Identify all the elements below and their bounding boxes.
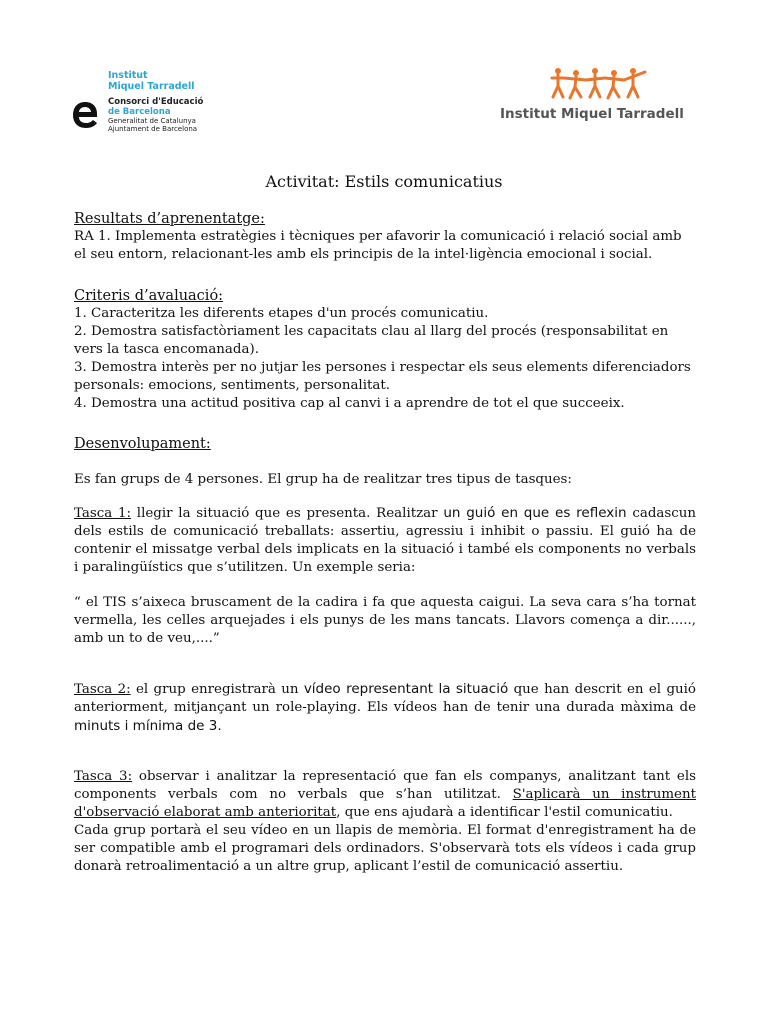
e-logo-icon xyxy=(72,100,98,130)
criteri-item: 2. Demostra satisfactòriament les capacitats clau al llarg del procés (responsabilitat en vers la tasca encomanada). xyxy=(74,324,669,357)
desenvolupament-heading: Desenvolupament: xyxy=(74,436,211,452)
resultats-heading: Resultats d’aprenentatge: xyxy=(74,211,265,227)
tasca1-paragraph xyxy=(74,504,696,577)
consorci-text xyxy=(108,98,203,133)
criteri-item: 3. Demostra interès per no jutjar les persones i respectar els seus elements diferenciadors personals: emocions, sentiments, personalitat. xyxy=(74,360,691,393)
resultats-text: RA 1. Implementa estratègies i tècniques per afavorir la comunicació i relació social amb el seu entorn, relacionant-les amb els principis de la intel·ligència emocional i social. xyxy=(74,229,682,262)
tasca3-label: Tasca 3: xyxy=(74,769,133,784)
criteri-item: 1. Caracteritza les diferents etapes d'un procés comunicatiu. xyxy=(74,306,489,321)
tasca1-label: Tasca 1: xyxy=(74,506,132,521)
tasca3-text-a: observar i analitzar la representació que fan els companys, analitzant tant els components verbals com no verbals que s’han utilitzat. xyxy=(74,769,696,802)
tasca3-text-b: , que ens ajudarà a identificar l'estil comunicatiu. xyxy=(336,805,673,820)
institut-logo xyxy=(500,66,700,126)
tasca1-example: “ el TIS s’aixeca bruscament de la cadira i fa que aquesta caigui. La seva cara s’ha tornat vermella, les celles arquejades i els punys de les mans tancats. Llavors comença a dir......, amb un to de veu,....” xyxy=(74,595,696,646)
example-paragraph xyxy=(74,594,696,648)
tasca2-text-b: que han descrit en el guió anteriorment, mitjançant un role-playing. Els vídeos han de tenir una durada màxima de xyxy=(74,682,696,715)
consorci-line3: Generalitat de Catalunya xyxy=(108,117,196,125)
consorci-line1: Consorci d'Educació xyxy=(108,97,204,107)
dancing-figures-icon xyxy=(550,66,650,100)
tasca3-paragraph xyxy=(74,768,696,876)
consorci-line4: Ajuntament de Barcelona xyxy=(108,125,198,133)
tasca2-paragraph xyxy=(74,680,696,736)
consorci-logo xyxy=(72,70,232,140)
tasca2-highlight: vídeo representant la situació xyxy=(303,681,509,697)
tasca1-highlight: un guió en que es reflexin xyxy=(443,505,627,521)
criteris-section xyxy=(74,287,696,413)
consorci-line2: de Barcelona xyxy=(108,106,171,117)
desenvolupament-section xyxy=(74,435,696,453)
tasca2-text-a: el grup enregistrarà un xyxy=(130,682,304,697)
tasca3-text xyxy=(74,768,696,822)
institut-logo-text: Institut Miquel Tarradell xyxy=(500,106,684,122)
tasca3-underlined: S'aplicarà un instrument d'observació elaborat amb anterioritat xyxy=(74,787,696,820)
tasca1-text-a: llegir la situació que es presenta. Realitzar xyxy=(131,506,444,521)
institute-line1: Institut xyxy=(108,70,148,81)
institute-logo-text xyxy=(108,70,194,92)
intro-text: Es fan grups de 4 persones. El grup ha de realitzar tres tipus de tasques: xyxy=(74,472,572,487)
tasca2-label: Tasca 2: xyxy=(74,682,131,697)
tasca2-bold-end: minuts i mínima de 3. xyxy=(74,718,222,734)
tasca3-text-c: Cada grup portarà el seu vídeo en un llapis de memòria. El format d'enregistrament ha de ser compatible amb el programari dels ordinadors. S'observarà tots els vídeos i cada grup donarà retroalimentació a un altre grup, aplicant l’estil de comunicació assertiu. xyxy=(74,823,696,874)
intro-paragraph xyxy=(74,471,696,489)
tasca1-text xyxy=(74,504,696,577)
institute-line2: Miquel Tarradell xyxy=(108,81,195,92)
criteris-heading: Criteris d’avaluació: xyxy=(74,288,224,304)
page-title: Activitat: Estils comunicatius xyxy=(265,172,503,191)
resultats-section xyxy=(74,210,696,264)
tasca2-text xyxy=(74,680,696,736)
criteri-item: 4. Demostra una actitud positiva cap al canvi i a aprendre de tot el que succeeix. xyxy=(74,396,625,411)
tasca1-text-b: cadascun dels estils de comunicació treballats: assertiu, agressiu i inhibit o passiu. El guió ha de contenir el missatge verbal dels implicats en la situació i també els components no verbals i paralingüístics que s’utilitzen. Un exemple seria: xyxy=(74,506,696,575)
